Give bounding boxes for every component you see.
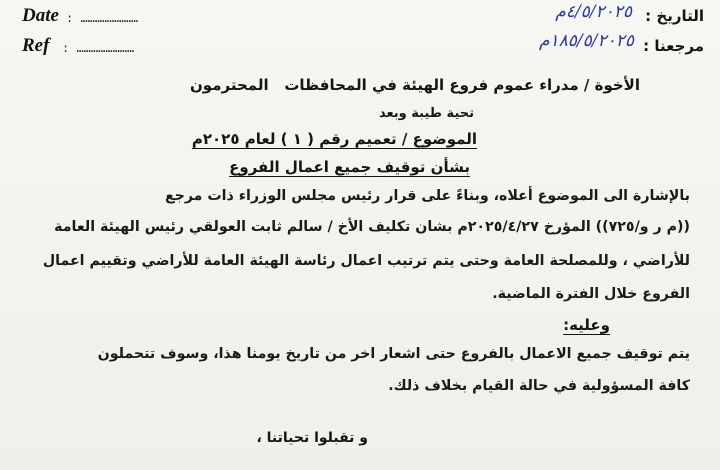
ref-dots: : …………………… xyxy=(62,41,135,55)
date-dots: : …………………… xyxy=(66,11,139,25)
body-line-1: بالإشارة الى الموضوع أعلاه، وبناءً على قرار رئيس مجلس الوزراء ذات مرجع xyxy=(164,188,690,204)
subject-regarding: بشأن توقيف جميع اعمال الفروع xyxy=(229,158,470,176)
body-line-2: ((م ر و/٧٢٥)) المؤرخ ٢٠٢٥/٤/٢٧م بشان تكليف الأخ / سالم ثابت العولقي رئيس الهيئة العامة xyxy=(54,219,690,235)
date-value: ٤/٥/٢٠٢٥م xyxy=(555,2,632,22)
body-line-4: الفروع خلال الفترة الماضية. xyxy=(492,286,690,302)
body-line-3: للأراضي ، وللمصلحة العامة وحتى يتم ترتيب اعمال رئاسة الهيئة العامة للأراضي وتقييم اعمال xyxy=(42,253,690,269)
ref-label-en: Ref xyxy=(22,35,50,56)
ref-value: ١٨٥/٥/٢٠٢٥م xyxy=(538,31,634,51)
therefore-heading: وعليه: xyxy=(563,316,610,334)
recipient-honorific: المحترمون xyxy=(190,76,269,94)
date-label-ar: التاريخ : xyxy=(645,7,704,25)
body-line-5: يتم توقيف جميع الاعمال بالفروع حتى اشعار اخر من تاريخ يومنا هذا، وسوف تتحملون xyxy=(97,346,690,362)
recipient-line: الأخوة / مدراء عموم فروع الهيئة في المحافظات xyxy=(284,76,640,94)
subject-line: الموضوع / تعميم رقم ( ١ ) لعام ٢٠٢٥م xyxy=(191,130,477,148)
greeting: تحية طيبة وبعد xyxy=(378,106,474,121)
ref-label-ar: مرجعنا : xyxy=(643,37,704,55)
date-label-en: Date xyxy=(22,5,59,26)
body-line-6: كافة المسؤولية في حالة القيام بخلاف ذلك. xyxy=(388,378,690,394)
closing: و تقبلوا تحياتنا ، xyxy=(256,430,368,446)
